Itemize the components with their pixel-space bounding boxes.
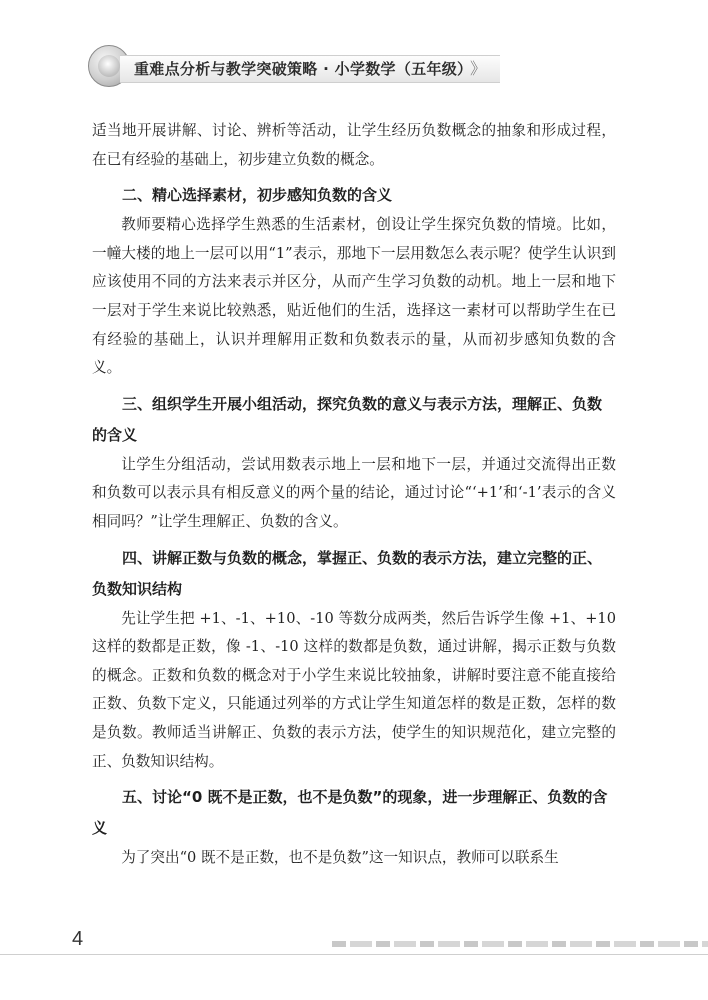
- paragraph-5: 为了突出“0 既不是正数，也不是负数”这一知识点，教师可以联系生: [121, 849, 559, 867]
- paragraph-1: 适当地开展讲解、讨论、辨析等活动，让学生经历负数概念的抽象和形成过程，在已有经验的基础上，初步建立负数的概念。: [92, 122, 616, 168]
- section-heading-5: 五、讨论“0 既不是正数，也不是负数”的现象，进一步理解正、负数的含义: [92, 788, 608, 838]
- section-heading-2: 二、精心选择素材，初步感知负数的含义: [122, 186, 393, 205]
- running-header: [78, 45, 638, 91]
- paragraph-4: 先让学生把 +1、-1、+10、-10 等数分成两类，然后告诉学生像 +1、+10 这样的数都是正数，像 -1、-10 这样的数都是负数，通过讲解，揭示正数与负数的概念。正数和负数的概念对于小学生来说比较抽象，讲解时要注意不能直接给正数、负数下定义，只能通过列举的方式让学生知道怎样的数是正数，怎样的数是负数。教师适当讲解正、负数的表示方法，使学生的知识规范化，建立完整的正、负数知识结构。: [92, 609, 616, 770]
- page-number: 4: [72, 928, 84, 950]
- page-body: [92, 117, 616, 873]
- paragraph-3: 让学生分组活动，尝试用数表示地上一层和地下一层，并通过交流得出正数和负数可以表示具有相反意义的两个量的结论，通过讨论“‘+1’和‘-1’表示的含义相同吗？”让学生理解正、负数的含义。: [92, 455, 616, 530]
- section-heading-3: 三、组织学生开展小组活动，探究负数的意义与表示方法，理解正、负数的含义: [92, 394, 603, 444]
- footer-rule: [0, 954, 708, 955]
- footer-decoration: [332, 941, 708, 947]
- double-chevron-icon: 》: [470, 59, 487, 78]
- section-heading-4: 四、讲解正数与负数的概念，掌握正、负数的表示方法，建立完整的正、负数知识结构: [92, 548, 603, 598]
- book-title: 重难点分析与教学突破策略 · 小学数学（五年级）: [134, 60, 473, 78]
- paragraph-2: 教师要精心选择学生熟悉的生活素材，创设让学生探究负数的情境。比如，一幢大楼的地上一层可以用“1”表示，那地下一层用数怎么表示呢？使学生认识到应该使用不同的方法来表示并区分，从而产生学习负数的动机。地上一层和地下一层对于学生来说比较熟悉，贴近他们的生活，选择这一素材可以帮助学生在已有经验的基础上，认识并理解用正数和负数表示的量，从而初步感知负数的含义。: [92, 216, 616, 377]
